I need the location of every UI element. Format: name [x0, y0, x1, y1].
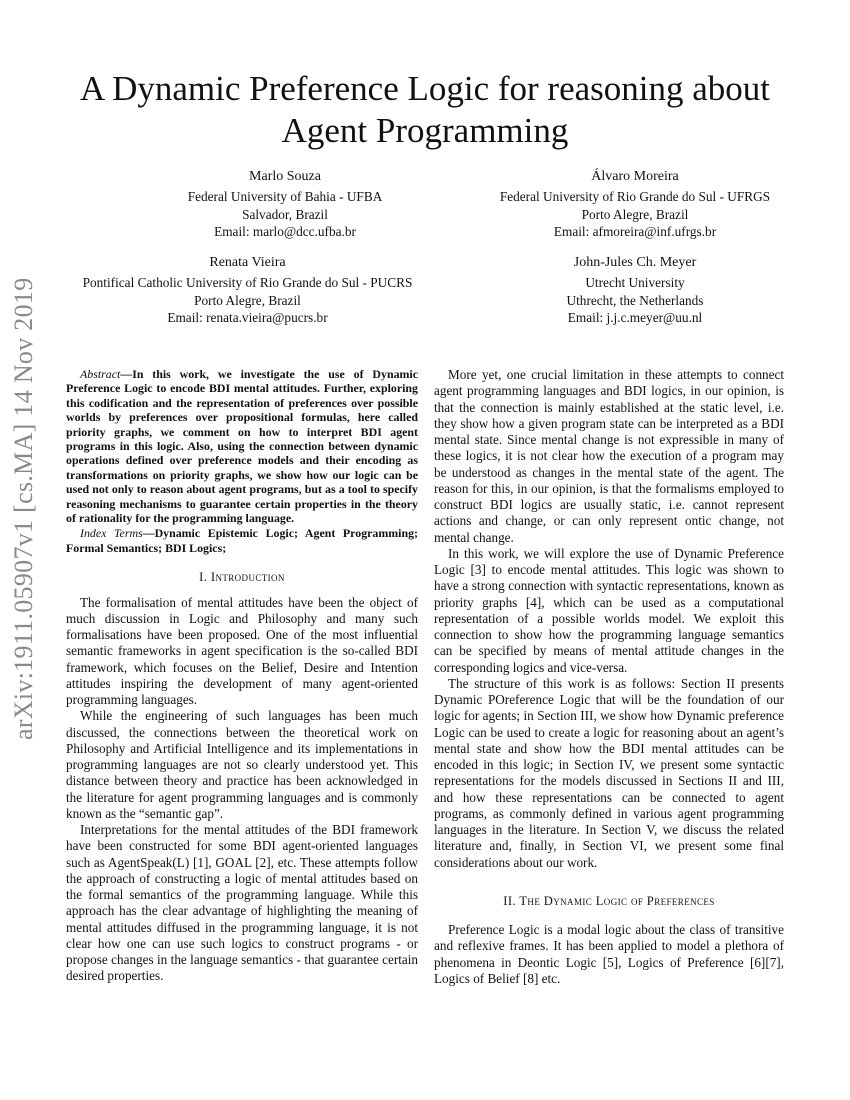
author-affiliation: Pontifical Catholic University of Rio Grande do Sul - PUCRS	[82, 275, 413, 290]
author-block	[455, 168, 815, 241]
author-affiliation: Utrecht University	[585, 275, 685, 290]
author-location: Uthrecht, the Netherlands	[566, 292, 704, 308]
arxiv-stamp: arXiv:1911.05907v1 [cs.MA] 14 Nov 2019	[9, 277, 38, 740]
paragraph: The formalisation of mental attitudes have been the object of much discussion in Logic and Philosophy and many such formalisations have been proposed. One of the most influential semantic frameworks in agent specification is the so-called BDI framework, which focuses on the Belief, Desire and Intention attitudes inspiring the development of many agent-oriented programming languages.	[66, 594, 418, 708]
index-terms	[66, 526, 418, 555]
paragraph: While the engineering of such languages has been much discussed, the connections between the theoretical work on Philosophy and Artificial Intelligence and its implementations in programming languages are not so clearly understood yet. This distance between theory and practice has been acknowledged in the literature for agent programming languages and is commonly known as the “semantic gap”.	[66, 708, 418, 821]
paragraph: Interpretations for the mental attitudes of the BDI framework have been constructed for some BDI agent-oriented languages such as AgentSpeak(L) [1], GOAL [2], etc. These attempts follow the approach of constructing a logic of mental attitudes based on the formal semantics of the programming language. While this approach has the clear advantage of highlighting the meaning of mental attitudes diffused in the programming language, it is not clear how one can use such logics to construct programs - or propose changes in the language semantics - that guarantee certain desired properties.	[66, 822, 418, 984]
author-name: Álvaro Moreira	[591, 169, 679, 184]
abstract-text: —In this work, we investigate the use of Dynamic Preference Logic to encode BDI mental attitudes. Further, exploring this codification and the representation of preferences over possible worlds by preferences over propositional formulas, here called priority graphs, we comment on how to interpret BDI agent programs in this logic. Also, using the connection between dynamic operations defined over preference models and their encoding as transformations on priority graphs, we show how our logic can be used not only to reason about agent programs, but as a tool to specify reasoning mechanisms to guarantee certain properties in the theory of rationality for the programming language.	[66, 367, 418, 526]
author-email: Email: renata.vieira@pucrs.br	[167, 310, 328, 325]
paragraph: In this work, we will explore the use of Dynamic Preference Logic [3] to encode mental attitudes. This logic was shown to have a strong connection with syntactic representations, known as priority graphs [4], which can be used as a computational representation of a possible worlds model. We exploit this connection to show how the programming language semantics can be specified by means of mental attitude changes in the corresponding logics and vice-versa.	[434, 545, 784, 675]
author-affiliation: Federal University of Bahia - UFBA	[187, 189, 383, 204]
author-name: Marlo Souza	[249, 169, 321, 184]
abstract	[66, 367, 418, 525]
author-location: Porto Alegre, Brazil	[581, 206, 689, 222]
abstract-label: Abstract	[80, 367, 121, 381]
author-email: Email: j.j.c.meyer@uu.nl	[567, 310, 703, 325]
section-heading-logic-of-preferences: II. The Dynamic Logic of Preferences	[503, 893, 715, 908]
author-location: Salvador, Brazil	[242, 206, 328, 222]
index-terms-label: Index Terms	[80, 526, 143, 541]
paragraph: More yet, one crucial limitation in these attempts to connect agent programming languages and BDI logics, in our opinion, is that the connection is mainly established at the static level, i.e. they show how a given program state can be interpreted as a BDI mental state. Since mental change is not expressible in many of these logics, it is not clear how the execution of a program may be understood as changes in the mental state of the agent. The reason for this, in our opinion, is that the formalisms employed to construct BDI logics are usually static, i.e. cannot represent actions and change, or can only represent ontic change, not mental change.	[434, 367, 784, 545]
author-name: Renata Vieira	[209, 255, 286, 270]
author-name: John-Jules Ch. Meyer	[573, 255, 697, 270]
author-email: Email: marlo@dcc.ufba.br	[214, 224, 356, 239]
right-column	[434, 367, 784, 987]
paragraph: The structure of this work is as follows: Section II presents Dynamic POreference Logic that will be the foundation of our logic for agents; in Section III, we show how Dynamic preference Logic can be used to create a logic for reasoning about an agent’s mental state and show how the BDI mental attitudes can be encoded in this logic; in Section IV, we present some syntactic representations for the models discussed in Sections II and III, and how these representations can be connected to agent programs, as commonly defined in various agent programming languages in the literature. In Section V, we discuss the related literature and, finally, in Section VI, we present some final considerations about our work.	[434, 675, 784, 870]
author-block	[55, 254, 440, 327]
author-email: Email: afmoreira@inf.ufrgs.br	[553, 224, 717, 239]
author-affiliation: Federal University of Rio Grande do Sul - UFRGS	[499, 189, 771, 204]
left-column	[66, 367, 418, 985]
index-terms-text: —Dynamic Epistemic Logic; Agent Programming; Formal Semantics; BDI Logics;	[66, 526, 418, 555]
author-location: Porto Alegre, Brazil	[194, 292, 301, 308]
author-block	[455, 254, 815, 327]
paper-title: A Dynamic Preference Logic for reasoning about Agent Programming	[79, 69, 771, 150]
section-heading-introduction: I. Introduction	[199, 570, 285, 585]
author-block	[110, 168, 460, 241]
paragraph: Preference Logic is a modal logic about the class of transitive and reflexive frames. It has been applied to model a plethora of phenomena in Deontic Logic [5], Logics of Preference [6][7], Logics of Belief [8] etc.	[434, 922, 784, 986]
